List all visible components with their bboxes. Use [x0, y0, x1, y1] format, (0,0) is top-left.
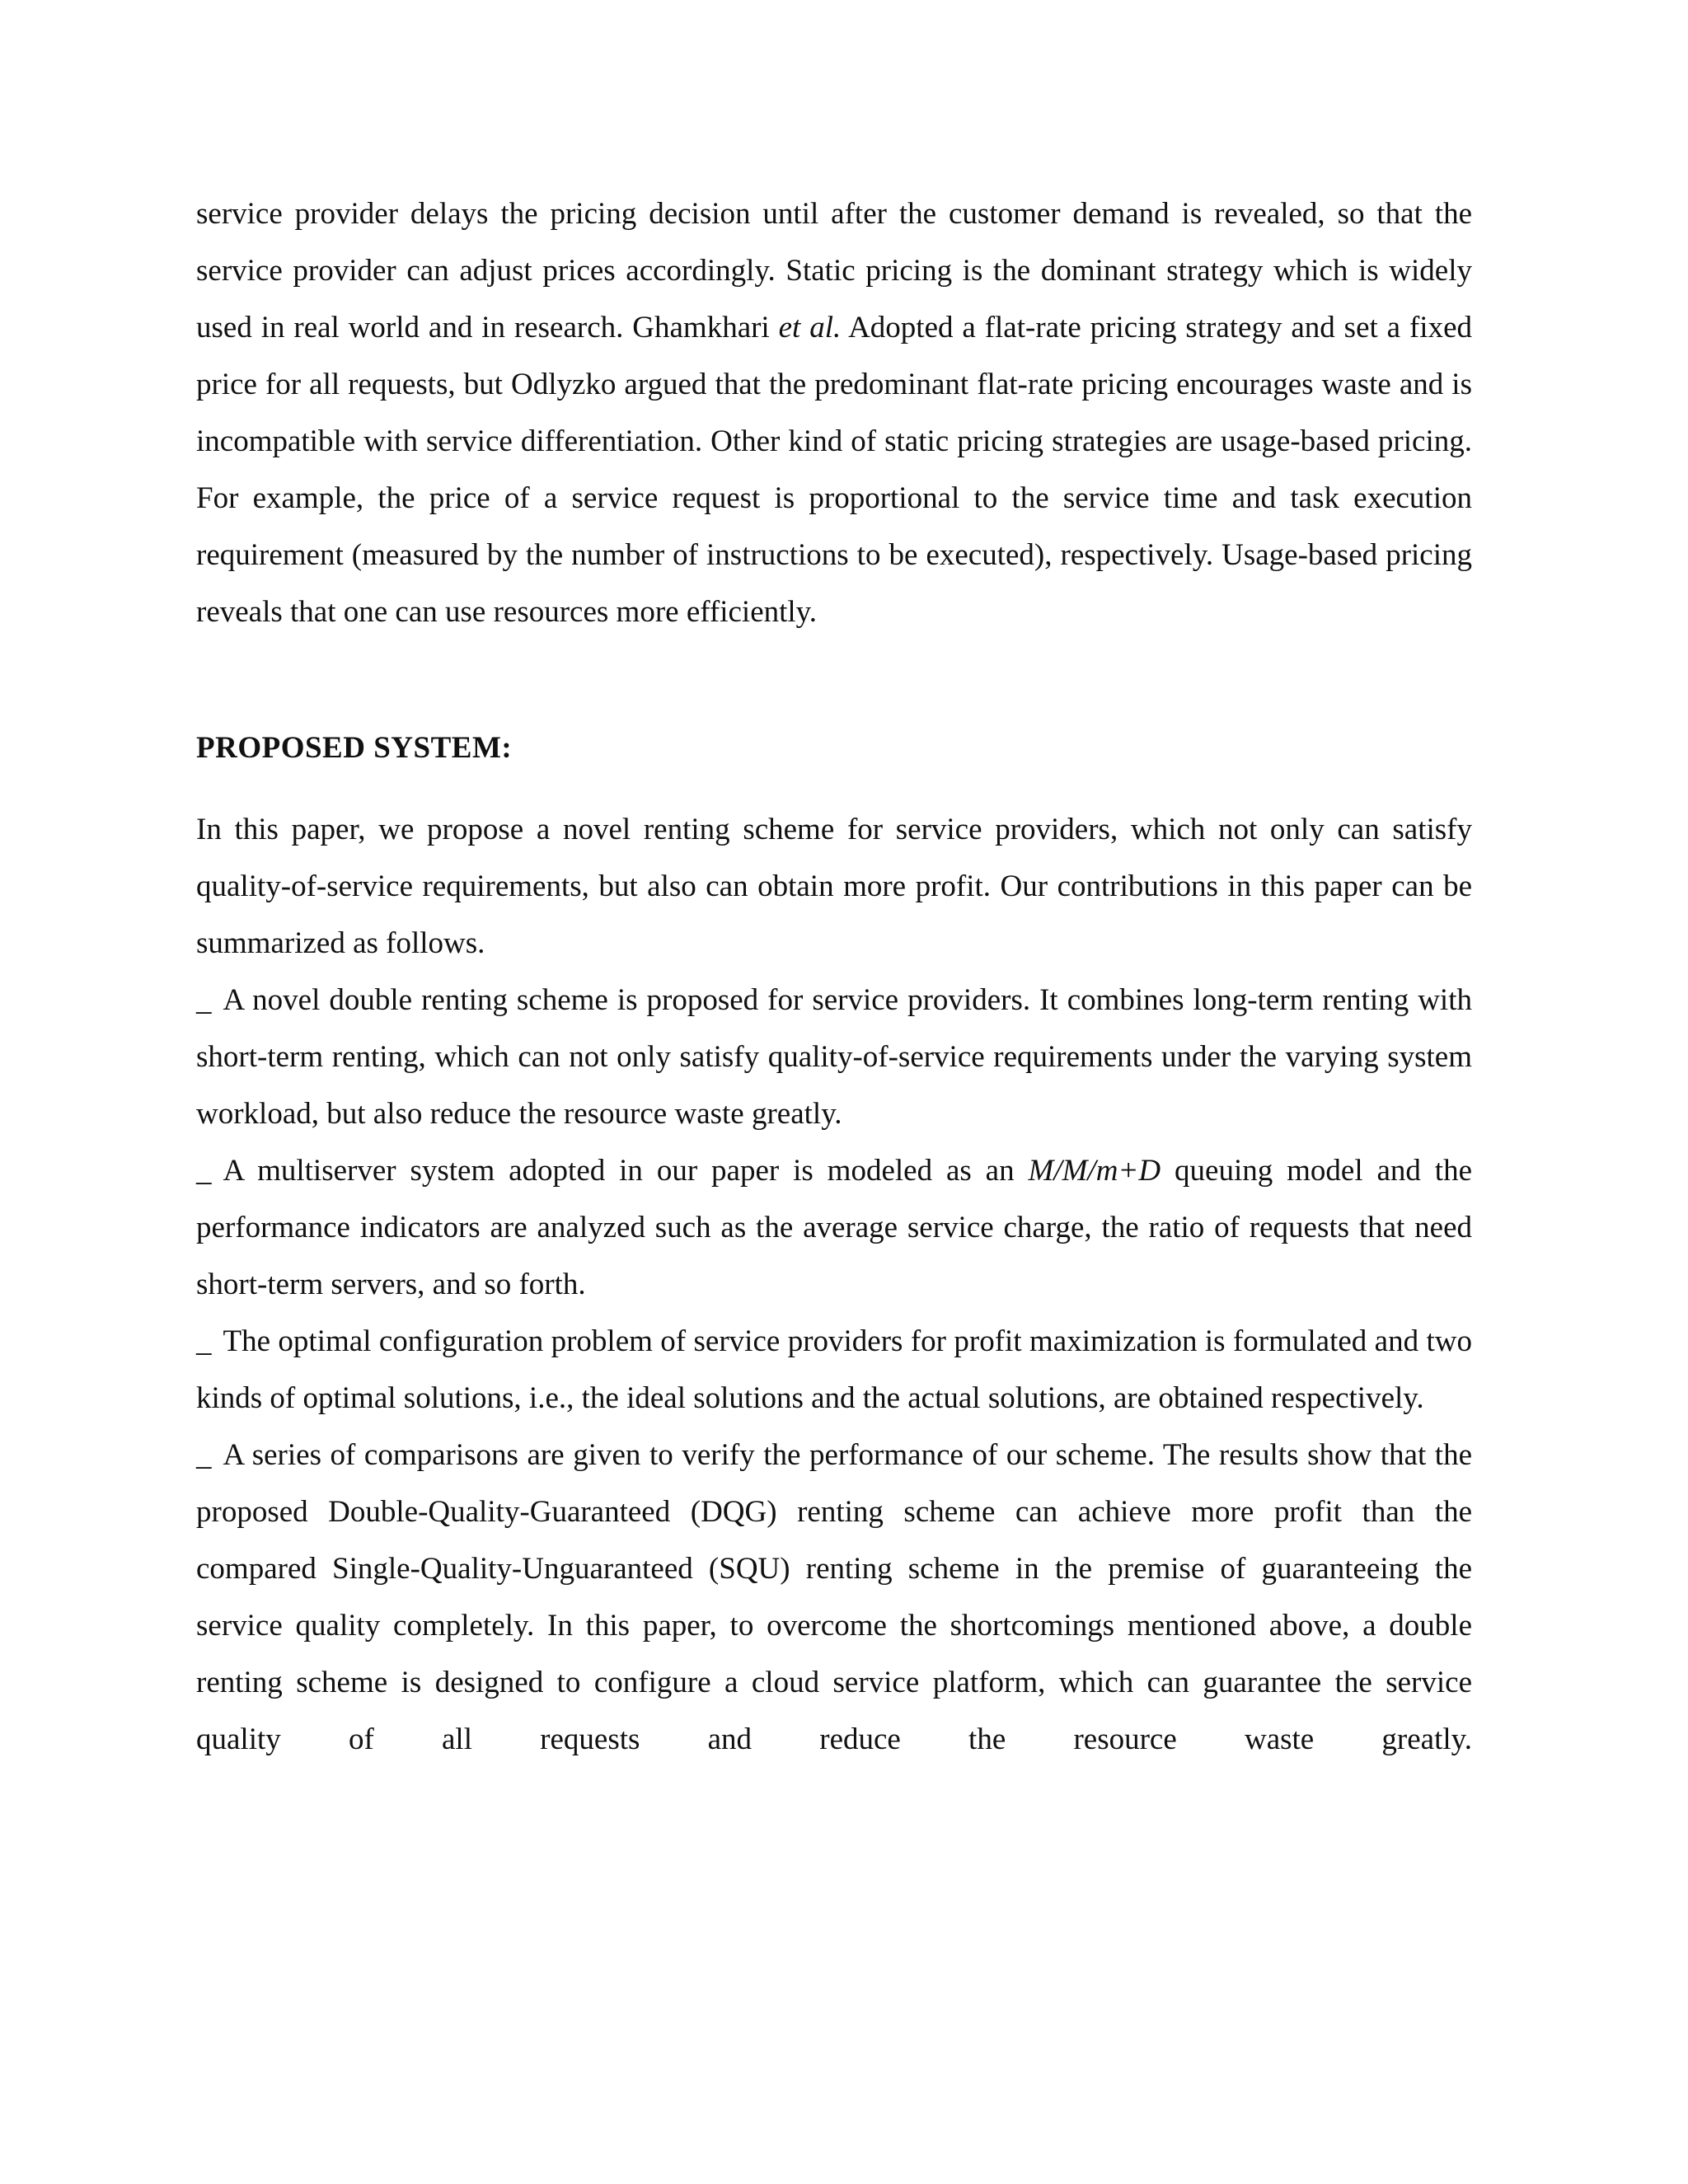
bullet-item	[196, 1142, 1472, 1313]
document-page	[196, 185, 1472, 1768]
intro-text-2: Adopted a flat-rate pricing strategy and set a fixed price for all requests, but Odlyzko argued that the predominant flat-rate pricing encourages waste and is incompatible with service differentiation. Other kind of static pricing strategies are usage-based pricing. For example, the price of a service request is proportional to the service time and task execution requirement (measured by the number of instructions to be executed), respectively. Usage-based pricing reveals that one can use resources more efficiently.	[196, 311, 1472, 629]
section-heading: PROPOSED SYSTEM:	[196, 731, 513, 765]
bullet-item	[196, 1313, 1472, 1427]
bullet-text-continued: queuing model and the performance indicators are analyzed such as the average service charge, the ratio of requests that need short-term servers, and so forth.	[196, 1154, 1473, 1301]
section-lead-paragraph: In this paper, we propose a novel renting scheme for service providers, which not only can satisfy quality-of-service requirements, but also can obtain more profit. Our contributions in this paper can be summarized as follows.	[196, 813, 1472, 960]
bullet-marker: _	[196, 1324, 212, 1358]
bullet-item	[196, 1427, 1472, 1768]
bullet-text: A multiserver system adopted in our paper is modeled as an	[223, 1154, 1029, 1188]
bullet-text: A novel double renting scheme is proposed for service providers. It combines long-term renting with short-term renting, which can not only satisfy quality-of-service requirements under the varying system workload, but also reduce the resource waste greatly.	[196, 983, 1472, 1131]
intro-etal: et al.	[778, 311, 842, 344]
bullet-item	[196, 972, 1472, 1142]
bullet-marker: _	[196, 983, 212, 1017]
queuing-model-term: M/M/m+D	[1028, 1154, 1161, 1188]
bullet-marker: _	[196, 1438, 212, 1472]
bullet-text: A series of comparisons are given to verify the performance of our scheme. The results show that the proposed Double-Quality-Guaranteed (DQG) renting scheme can achieve more profit than the compared Single-Quality-Unguaranteed (SQU) renting scheme in the premise of guaranteeing the service quality completely. In this paper, to overcome the shortcomings mentioned above, a double renting scheme is designed to configure a cloud service platform, which can guarantee the service quality of all requests and reduce the resource waste greatly.	[196, 1438, 1472, 1756]
bullet-text: The optimal configuration problem of service providers for profit maximization is formulated and two kinds of optimal solutions, i.e., the ideal solutions and the actual solutions, are obtained respectively.	[196, 1324, 1472, 1415]
intro-paragraph	[196, 185, 1472, 640]
bullet-marker: _	[196, 1154, 212, 1188]
intro-text-1: service provider delays the pricing decision until after the customer demand is revealed, so that the service provider can adjust prices accordingly. Static pricing is the dominant strategy which is widely used in real world and in research. Ghamkhari	[196, 197, 1472, 344]
